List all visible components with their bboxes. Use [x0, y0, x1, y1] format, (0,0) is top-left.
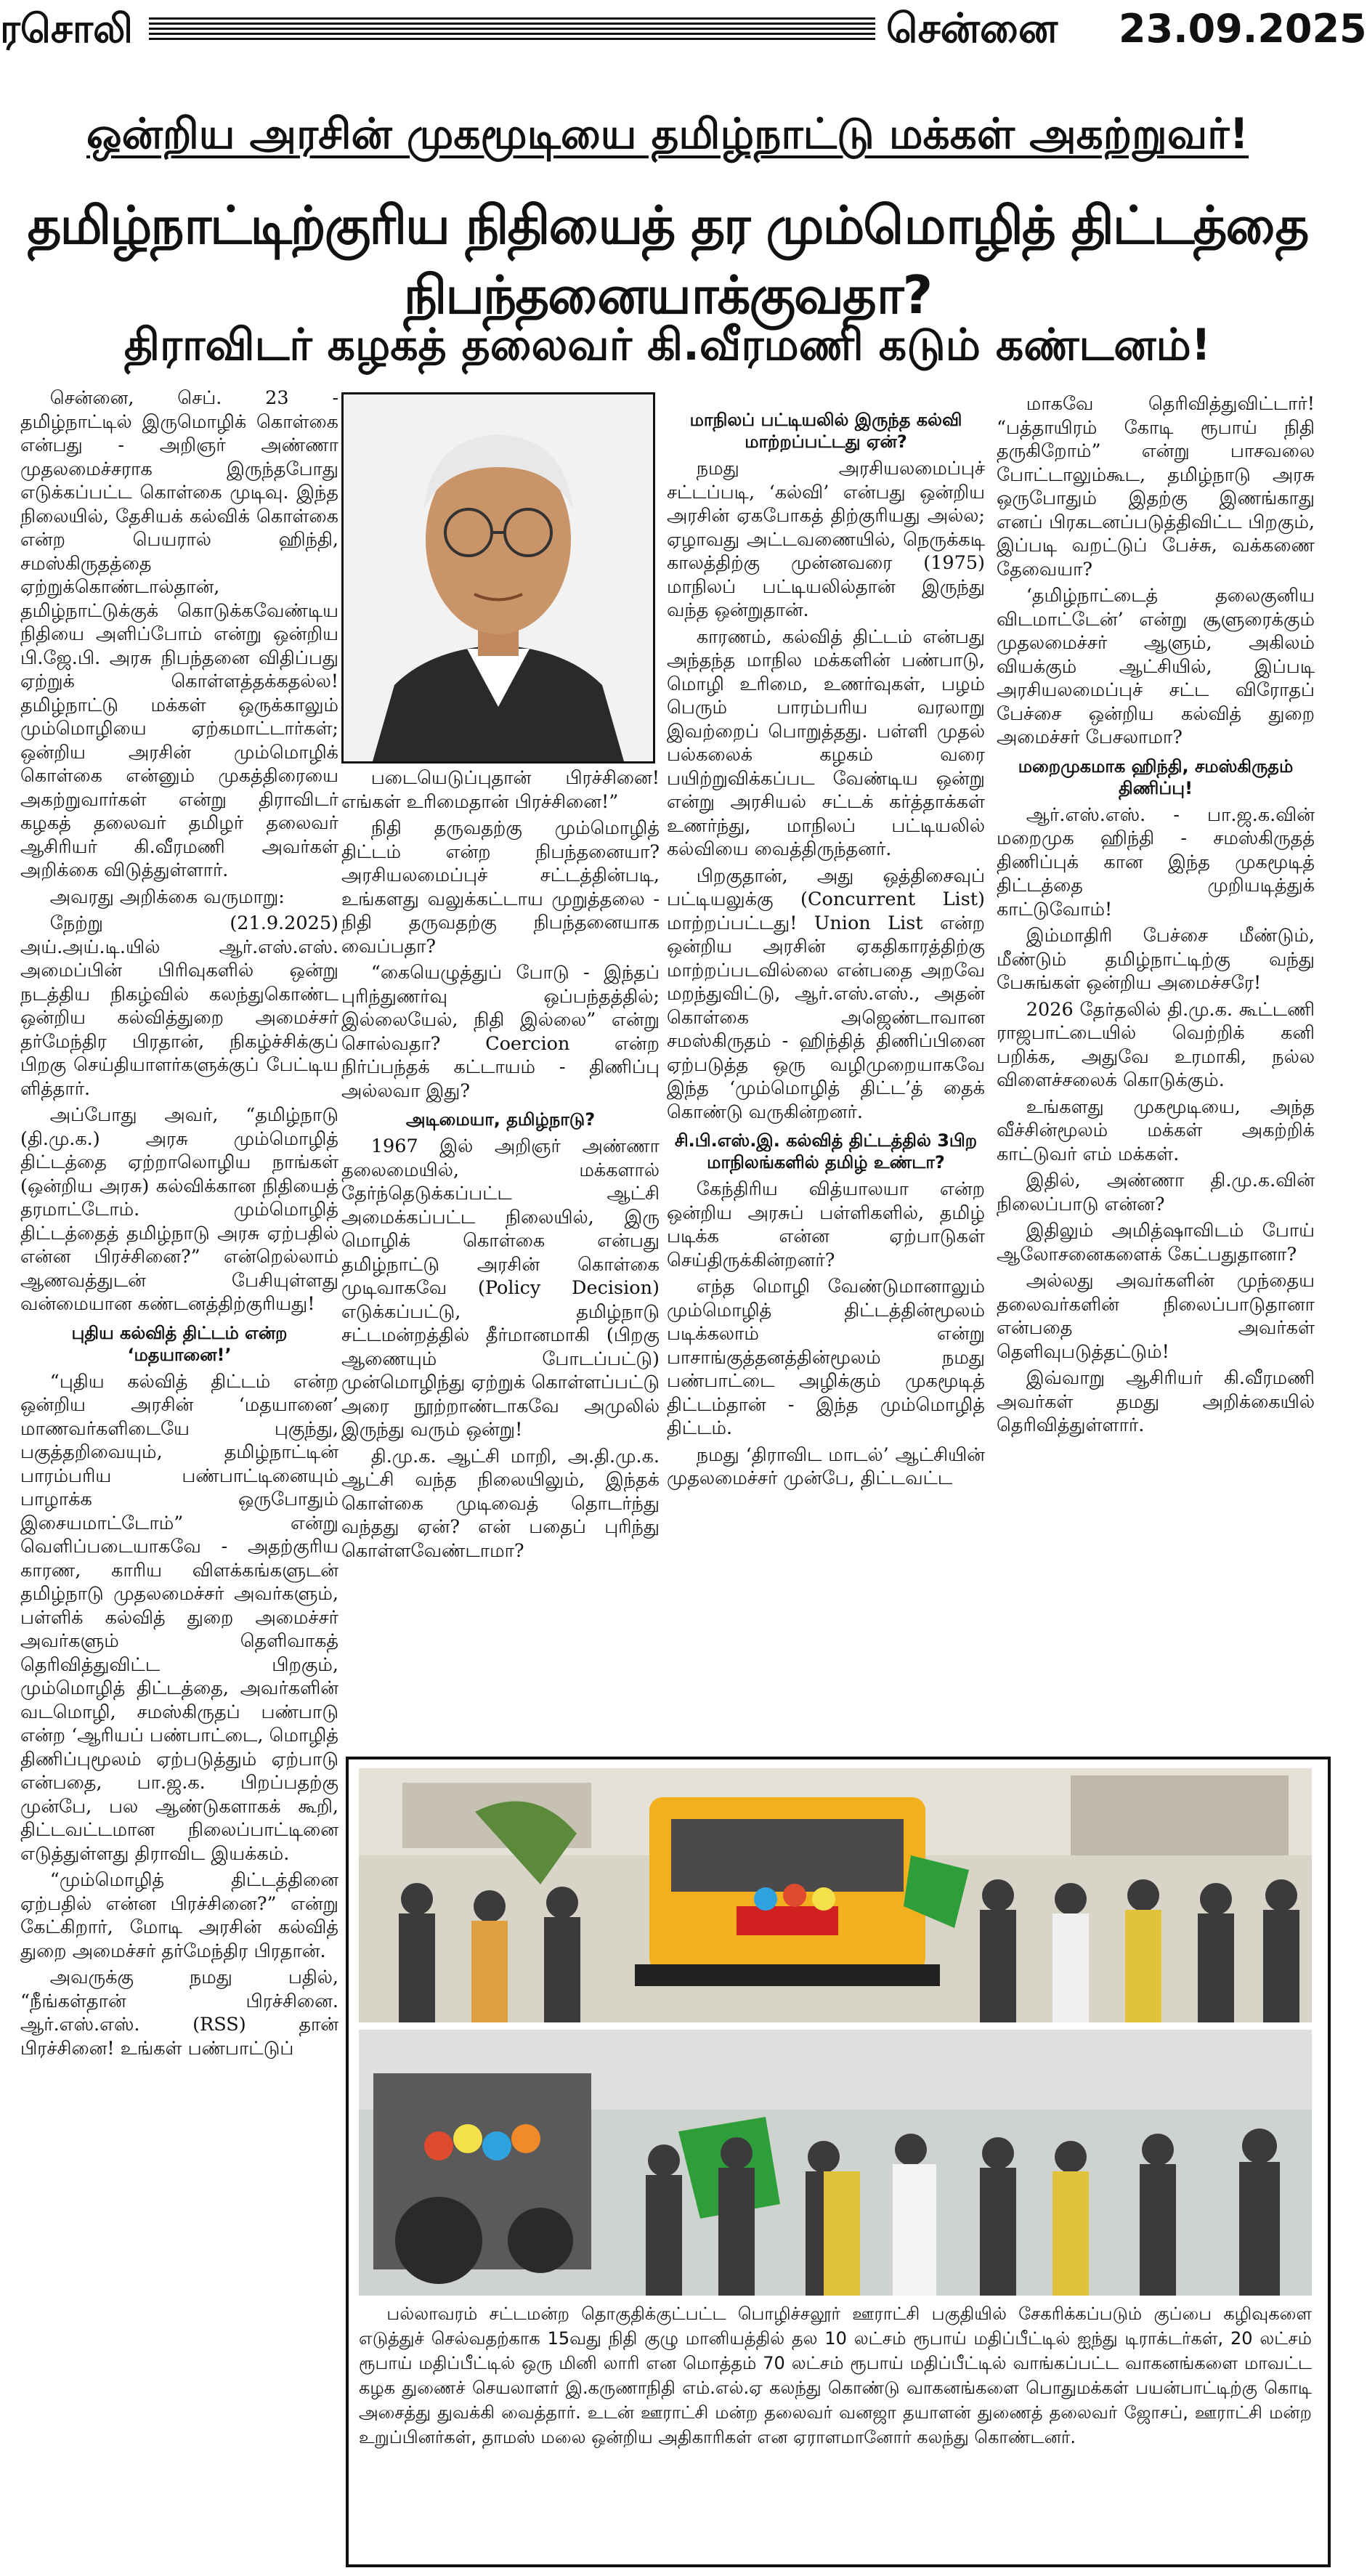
paragraph: நமது அரசியலமைப்புச் சட்டப்படி, ‘கல்வி’ என்பது ஒன்றிய அரசின் ஏகபோகத் திற்குரியது அல்ல; ஏழாவது அட்டவணையில், நெருக்கடி காலத்திற்கு முன்னவரை (1975) மாநிலப் பட்டியலில்தான் இருந்து வந்த ஒன்றுதான்.	[667, 458, 985, 621]
kicker-headline	[0, 108, 1335, 160]
paragraph: இம்மாதிரி பேச்சை மீண்டும், மீண்டும் தமிழ்நாட்டிற்கு வந்து பேசுங்கள் ஒன்றிய அமைச்சரே!	[997, 925, 1315, 994]
masthead-paper-name: ரசொலி	[0, 6, 134, 52]
paragraph: “புதிய கல்வித் திட்டம் என்ற ஒன்றிய அரசின் ‘மதயானை’ மாணவர்களிடையே புகுந்து, பகுத்தறிவையும், தமிழ்நாட்டின் பாரம்பரிய பண்பாட்டினையும் பாழாக்க ஒருபோதும் இசையமாட்டோம்” என்று வெளிப்படையாகவே - அதற்குரிய காரண, காரிய விளக்கங்களுடன் தமிழ்நாடு முதலமைச்சர் அவர்களும், பள்ளிக் கல்வித் துறை அமைச்சர் அவர்களும் தெளிவாகத் தெரிவித்துவிட்ட பிறகும், மும்மொழித் திட்டத்தை, அவர்களின் வடமொழி, சமஸ்கிருதப் பண்பாடு என்ற ‘ஆரியப் பண்பாட்டை, மொழித் திணிப்புமூலம் ஏற்படுத்தும் ஏற்பாடு என்பதை, பா.ஜ.க. பிறப்பதற்கு முன்பே, பல ஆண்டுகளாகக் கூறி, திட்டவட்டமான நிலைப்பாட்டினை எடுத்துள்ளது திராவிட இயக்கம்.	[20, 1370, 338, 1865]
paragraph: 1967 இல் அறிஞர் அண்ணா தலைமையில், மக்களால் தேர்ந்தெடுக்கப்பட்ட ஆட்சி அமைக்கப்பட்ட நிலையில், இரு மொழிக் கொள்கை என்பது தமிழ்நாட்டு அரசின் கொள்கை முடிவாகவே (Policy Decision) எடுக்கப்பட்டு, தமிழ்நாடு சட்டமன்றத்தில் தீர்மானமாகி (பிறகு ஆணையும் போடப்பட்டு) முன்மொழிந்து ஏற்றுக் கொள்ளப்பட்டு அரை நூற்றாண்டாகவே அமுலில் இருந்து வரும் ஒன்று!	[341, 1135, 660, 1441]
section-heading: மாநிலப் பட்டியலில் இருந்த கல்வி மாற்றப்பட்டது ஏன்?	[689, 410, 962, 452]
article-column-4	[997, 392, 1315, 1773]
paragraph: எந்த மொழி வேண்டுமானாலும் மும்மொழித் திட்டத்தின்மூலம் படிக்கலாம் என்று பாசாங்குத்தனத்தின்மூலம் நமது பண்பாட்டை அழிக்கும் முகமூடித் திட்டம்தான் - இந்த மும்மொழித் திட்டம்.	[667, 1276, 985, 1439]
article-column-3	[667, 403, 985, 1769]
masthead-city: சென்னை	[886, 5, 1058, 52]
sub-headline: திராவிடர் கழகத் தலைவர் கி.வீரமணி கடும் கண்டனம்!	[123, 320, 1212, 370]
paragraph: அப்போது அவர், “தமிழ்நாடு (தி.மு.க.) அரசு மும்மொழித் திட்டத்தை ஏற்றாலொழிய நாங்கள் (ஒன்றிய அரசு) கல்விக்கான நிதியைத் தரமாட்டோம். மும்மொழித் திட்டத்தைத் தமிழ்நாடு அரசு ஏற்பதில் என்ன பிரச்சினை?” என்றெல்லாம் ஆணவத்துடன் பேசியுள்ளது வன்மையான கண்டனத்திற்குரியது!	[20, 1104, 338, 1315]
paragraph: “மும்மொழித் திட்டத்தினை ஏற்பதில் என்ன பிரச்சினை?” என்று கேட்கிறார், மோடி அரசின் கல்வித் துறை அமைச்சர் தர்மேந்திர பிரதான்.	[20, 1869, 338, 1962]
masthead-date: 23.09.2025	[1119, 6, 1367, 52]
paragraph: அவரது அறிக்கை வருமாறு:	[49, 886, 285, 908]
paragraph: ஆர்.எஸ்.எஸ். - பா.ஜ.க.வின் மறைமுக ஹிந்தி - சமஸ்கிருதத் திணிப்புக் கான இந்த முகமூடித் திட்டத்தை முறியடித்துக் காட்டுவோம்!	[997, 803, 1315, 920]
section-heading: சி.பி.எஸ்.இ. கல்வித் திட்டத்தில் 3பிற மாநிலங்களில் தமிழ் உண்டா?	[674, 1130, 978, 1172]
paragraph: நேற்று (21.9.2025) அய்.அய்.டி.யில் ஆர்.எஸ்.எஸ். அமைப்பின் பிரிவுகளில் ஒன்று நடத்திய நிகழ்வில் கலந்துகொண்ட ஒன்றிய கல்வித்துறை அமைச்சர் தர்மேந்திர பிரதான், நிகழ்ச்சிக்குப் பிறகு செய்தியாளர்களுக்குப் பேட்டிய ளித்தார்.	[20, 912, 338, 1100]
paragraph: படையெடுப்புதான் பிரச்சினை! எங்கள் உரிமைதான் பிரச்சினை!”	[341, 767, 660, 813]
paragraph: நிதி தருவதற்கு மும்மொழித் திட்டம் என்ற நிபந்தனையா? அரசியலமைப்புச் சட்டத்தின்படி, உங்களது வலுக்கட்டாய முறுத்தலை - நிதி தருவதற்கு நிபந்தனையாக வைப்பதா?	[341, 817, 660, 957]
paragraph: 2026 தேர்தலில் தி.மு.க. கூட்டணி ராஜபாட்டையில் வெற்றிக் கனி பறிக்க, அதுவே உரமாகி, நல்ல விளைச்சலைக் கொடுக்கும்.	[997, 998, 1315, 1091]
photo-tractor-flagoff	[359, 2030, 1312, 2296]
section-heading: அடிமையா, தமிழ்நாடு?	[405, 1109, 596, 1130]
truck-photo-illustration	[359, 1768, 1312, 2022]
photo-truck-flagoff	[359, 1768, 1312, 2022]
section-heading: மறைமுகமாக ஹிந்தி, சமஸ்கிருதம் திணிப்பு!	[1018, 756, 1294, 798]
paragraph: அல்லது அவர்களின் முந்தைய தலைவர்களின் நிலைப்பாடுதானா என்பதை அவர்கள் தெளிவுபடுத்தட்டும்!	[997, 1270, 1315, 1363]
photo-caption: பல்லாவரம் சட்டமன்ற தொகுதிக்குட்பட்ட பொழிச்சலூர் ஊராட்சி பகுதியில் சேகரிக்கப்படும் குப்பை கழிவுகளை எடுத்துச் செல்வதற்காக 15வது நிதி குழு மானியத்தில் தல 10 லட்சம் ரூபாய் மதிப்பீட்டில் ஐந்து டிராக்டர்கள், 20 லட்சம் ரூபாய் மதிப்பீட்டில் ஒரு மினி லாரி என மொத்தம் 70 லட்சம் ரூபாய் மதிப்பீட்டில் வாங்கப்பட்ட வாகனங்களை மாவட்ட கழக துணைச் செயலாளர் இ.கருணாநிதி எம்.எல்.ஏ கலந்து கொண்டு வாகனங்களை பொதுமக்கள் பயன்பாட்டிற்கு கொடி அசைத்து துவக்கி வைத்தார். உடன் ஊராட்சி மன்ற தலைவர் வனஜா தயாளன் துணைத் தலைவர் ஜோசப், ஊராட்சி மன்ற உறுப்பினர்கள், தாமஸ் மலை ஒன்றிய அதிகாரிகள் என ஏராளமானோர் கலந்து கொண்டனர்.	[359, 2304, 1312, 2447]
paragraph: உங்களது முகமூடியை, அந்த வீச்சின்மூலம் மக்கள் அகற்றிக் காட்டுவர் எம் மக்கள்.	[997, 1095, 1315, 1165]
paragraph: சென்னை, செப். 23 - தமிழ்நாட்டில் இருமொழிக் கொள்கை என்பது - அறிஞர் அண்ணா முதலமைச்சராக இருந்தபோது எடுக்கப்பட்ட கொள்கை முடிவு. இந்த நிலையில், தேசியக் கல்விக் கொள்கை என்ற பெயரால் ஹிந்தி, சமஸ்கிருதத்தை ஏற்றுக்கொண்டால்தான், தமிழ்நாட்டுக்குக் கொடுக்கவேண்டிய நிதியை அளிப்போம் என்று ஒன்றிய பி.ஜே.பி. அரசு நிபந்தனை விதிப்பது ஏற்றுக் கொள்ளத்தக்கதல்ல! தமிழ்நாட்டு மக்கள் ஒருக்காலும் மும்மொழியை ஏற்கமாட்டார்கள்; ஒன்றிய அரசின் மும்மொழிக் கொள்கை என்னும் முகத்திரையை அகற்றுவார்கள் என்று திராவிடர் கழகத் தலைவர் தமிழர் தலைவர் ஆசிரியர் கி.வீரமணி அவர்கள் அறிக்கை விடுத்துள்ளார்.	[20, 387, 338, 881]
paragraph: பிறகுதான், அது ஒத்திசைவுப் பட்டியலுக்கு (Concurrent List) மாற்றப்பட்டது! Union List என்ற ஒன்றிய அரசின் ஏகதிகாரத்திற்கு மாற்றப்படவில்லை என்பதை அறவே மறந்துவிட்டு, ஆர்.எஸ்.எஸ்., அதன் கொள்கை அஜெண்டாவான சமஸ்கிருதம் - ஹிந்தித் திணிப்பினை ஏற்படுத்த ஒரு வழிமுறையாகவே இந்த ‘மும்மொழித் திட்ட’த் தைக் கொண்டு வருகின்றனர்.	[667, 864, 985, 1123]
paragraph: இவ்வாறு ஆசிரியர் கி.வீரமணி அவர்கள் தமது அறிக்கையில் தெரிவித்துள்ளார்.	[997, 1367, 1315, 1436]
portrait-photo	[341, 392, 655, 764]
paragraph: காரணம், கல்வித் திட்டம் என்பது அந்தந்த மாநில மக்களின் பண்பாடு, மொழி உரிமை, உணர்வுகள், பழம் பெரும் பாரம்பரிய வரலாறு இவற்றைப் பொறுத்தது. பள்ளி முதல் பல்கலைக் கழகம் வரை பயிற்றுவிக்கப்பட வேண்டிய ஒன்று என்று அரசியல் சட்டக் கர்த்தாக்கள் உணர்ந்து, மாநிலப் பட்டியலில் கல்வியை வைத்திருந்தனர்.	[667, 625, 985, 860]
paragraph: அவருக்கு நமது பதில், “நீங்கள்தான் பிரச்சினை. ஆர்.எஸ்.எஸ். (RSS) தான் பிரச்சினை! உங்கள் பண்பாட்டுப்	[20, 1967, 338, 2059]
kicker-headline-text: ஒன்றிய அரசின் முகமூடியை தமிழ்நாட்டு மக்கள் அகற்றுவர்!	[86, 109, 1249, 158]
section-heading: புதிய கல்வித் திட்டம் என்ற ‘மதயானை!’	[71, 1322, 288, 1365]
article-column-2	[341, 766, 660, 1769]
main-headline: தமிழ்நாட்டிற்குரிய நிதியைத் தர மும்மொழித் திட்டத்தை நிபந்தனையாக்குவதா?	[27, 195, 1308, 325]
paragraph: ‘தமிழ்நாட்டைத் தலைகுனிய விடமாட்டேன்’ என்று சூளுரைக்கும் முதலமைச்சர் ஆளும், அகிலம் வியக்கும் ஆட்சியில், இப்படி அரசியலமைப்புச் சட்ட விரோதப் பேச்சை ஒன்றிய கல்வித் துறை அமைச்சர் பேசலாமா?	[997, 585, 1315, 748]
paragraph: இதில், அண்ணா தி.மு.க.வின் நிலைப்பாடு என்ன?	[997, 1170, 1315, 1215]
paragraph: இதிலும் அமித்ஷாவிடம் போய் ஆலோசனைகளைக் கேட்பதுதானா?	[997, 1220, 1315, 1265]
masthead-rule	[149, 17, 875, 41]
portrait-illustration	[344, 394, 653, 761]
article-column-1	[20, 386, 338, 2566]
paragraph: கேந்திரிய வித்யாலயா என்ற ஒன்றிய அரசுப் பள்ளிகளில், தமிழ் படிக்க என்ன ஏற்பாடுகள் செய்திருக்கின்றனர்?	[667, 1178, 985, 1271]
paragraph: நமது ‘திராவிட மாடல்’ ஆட்சியின் முதலமைச்சர் முன்பே, திட்டவட்ட	[667, 1443, 985, 1489]
paragraph: மாகவே தெரிவித்துவிட்டார்! “பத்தாயிரம் கோடி ரூபாய் நிதி தருகிறோம்” என்று பாசவலை போட்டாலும்கூட, தமிழ்நாடு அரசு ஒருபோதும் இதற்கு இணங்காது எனப் பிரகடனப்படுத்திவிட்ட பிறகும், இப்படி வறட்டுப் பேச்சு, வக்கணை தேவையா?	[997, 393, 1315, 580]
paragraph: தி.மு.க. ஆட்சி மாறி, அ.தி.மு.க. ஆட்சி வந்த நிலையிலும், இந்தக் கொள்கை முடிவைத் தொடர்ந்து வந்தது ஏன்? என் பதைப் புரிந்து கொள்ளவேண்டாமா?	[341, 1445, 660, 1562]
tractor-photo-illustration	[359, 2030, 1312, 2296]
paragraph: “கையெழுத்துப் போடு - இந்தப் புரிந்துணர்வு ஒப்பந்தத்தில்; இல்லையேல், நிதி இல்லை” என்று சொல்வதா? Coercion என்ற நிர்ப்பந்தக் கட்டாயம் - திணிப்பு அல்லவா இது?	[341, 962, 660, 1102]
